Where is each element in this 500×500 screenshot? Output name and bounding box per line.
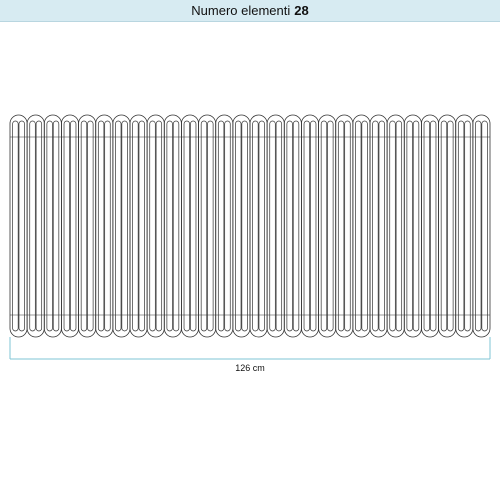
radiator-tube — [338, 121, 344, 331]
width-dimension — [10, 337, 490, 359]
radiator-tube — [81, 121, 87, 331]
radiator-tube — [424, 121, 430, 331]
radiator-tube — [293, 121, 299, 331]
radiator-tube — [201, 121, 207, 331]
radiator-tube — [259, 121, 265, 331]
radiator-tube — [105, 121, 111, 331]
radiator-tube — [47, 121, 53, 331]
radiator-tube — [362, 121, 368, 331]
radiator-tube — [115, 121, 121, 331]
radiator-tube — [88, 121, 94, 331]
radiator-tube — [184, 121, 190, 331]
radiator-tube — [448, 121, 454, 331]
radiator-tube — [379, 121, 385, 331]
radiator-tube — [167, 121, 173, 331]
radiator-tube — [173, 121, 179, 331]
radiator-tube — [345, 121, 351, 331]
radiator-tube — [208, 121, 214, 331]
radiator-tube — [355, 121, 361, 331]
radiator-tube — [304, 121, 310, 331]
radiator-tube — [310, 121, 316, 331]
radiator-tube — [482, 121, 488, 331]
radiator-tube — [270, 121, 276, 331]
radiator-tube — [139, 121, 145, 331]
element-count-label: Numero elementi — [191, 3, 291, 18]
radiator-tube — [133, 121, 139, 331]
radiator-tube — [225, 121, 231, 331]
element-count-value: 28 — [294, 3, 309, 18]
radiator-tube — [475, 121, 481, 331]
radiator-tube — [150, 121, 156, 331]
radiator-tube — [19, 121, 25, 331]
radiator-tube — [430, 121, 436, 331]
radiator-tube — [276, 121, 282, 331]
radiator-tube — [218, 121, 224, 331]
radiator-tube — [396, 121, 402, 331]
radiator-tube — [13, 121, 19, 331]
radiator-tube — [70, 121, 76, 331]
radiator-tube — [98, 121, 104, 331]
radiator-tube — [328, 121, 334, 331]
radiator-tube — [321, 121, 327, 331]
radiator-tube — [458, 121, 464, 331]
radiator-tube — [36, 121, 42, 331]
radiator-tube — [407, 121, 413, 331]
radiator-tube — [373, 121, 379, 331]
radiator-tube — [53, 121, 59, 331]
radiator-elements — [10, 115, 490, 337]
radiator-tube — [190, 121, 196, 331]
radiator-tube — [441, 121, 447, 331]
radiator-tube — [122, 121, 128, 331]
radiator-tube — [156, 121, 162, 331]
radiator-tube — [390, 121, 396, 331]
radiator-tube — [465, 121, 471, 331]
radiator-tube — [64, 121, 70, 331]
radiator-tube — [242, 121, 248, 331]
width-label: 126 cm — [235, 363, 265, 373]
radiator-tube — [287, 121, 293, 331]
radiator-tube — [235, 121, 241, 331]
radiator-tube — [30, 121, 36, 331]
radiator-tube — [253, 121, 259, 331]
radiator-tube — [413, 121, 419, 331]
